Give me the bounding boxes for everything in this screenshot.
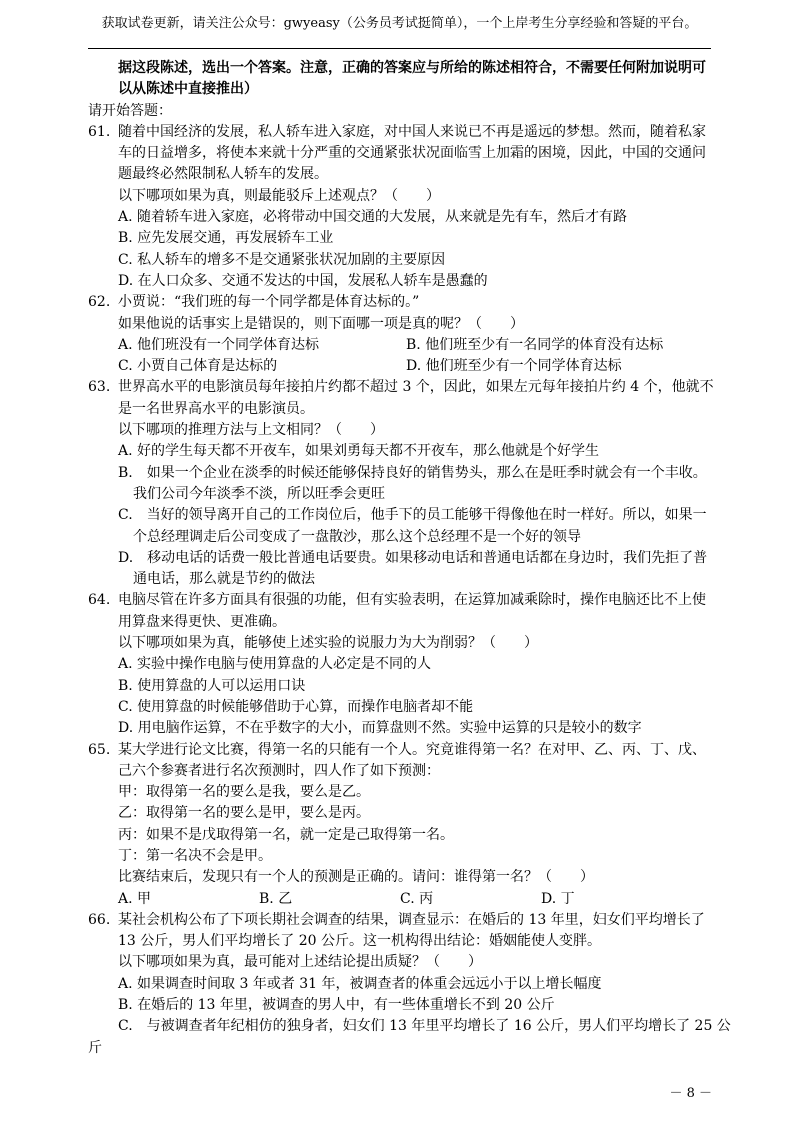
question-65-prediction-jia: 甲：取得第一名的要么是我，要么是乙。 — [118, 784, 370, 801]
question-63-stem-2: 是一名世界高水平的电影演员。 — [118, 400, 314, 417]
question-64-prompt: 以下哪项如果为真，能够使上述实验的说服力为大为削弱？（ ） — [118, 635, 538, 652]
question-64-option-a: A. 实验中操作电脑与使用算盘的人必定是不同的人 — [118, 656, 432, 673]
question-63-option-c-2: 个总经理调走后公司变成了一盘散沙，那么这个总经理不是一个好的领导 — [133, 528, 581, 545]
question-65-option-d: D. 丁 — [541, 890, 575, 907]
question-65-prediction-yi: 乙：取得第一名的要么是甲，要么是丙。 — [118, 805, 370, 822]
question-65-option-c: C. 丙 — [400, 890, 434, 907]
question-63-option-b-1: B. 如果一个企业在淡季的时候还能够保持良好的销售势头，那么在是旺季时就会有一个丰收。 — [118, 464, 707, 481]
question-62-option-c: C. 小贾自己体育是达标的 — [118, 358, 278, 375]
intro-line-2: 以从陈述中直接推出） — [118, 81, 258, 98]
question-63-stem-1: 63. 世界高水平的电影演员每年接拍片约都不超过 3 个，因此，如果左元每年接拍片约 4 个，他就不 — [88, 379, 714, 396]
intro-line-1: 据这段陈述，选出一个答案。注意，正确的答案应与所给的陈述相符合，不需要任何附加说明可 — [118, 60, 706, 76]
question-64-option-d: D. 用电脑作运算，不在乎数字的大小，而算盘则不然。实验中运算的只是较小的数字 — [118, 720, 642, 737]
page-content — [88, 58, 731, 1059]
start-label: 请开始答题： — [88, 102, 172, 119]
question-64-option-b: B. 使用算盘的人可以运用口诀 — [118, 677, 306, 694]
question-61-option-b: B. 应先发展交通，再发展轿车工业 — [118, 230, 334, 247]
question-66-option-a: A. 如果调查时间取 3 年或者 31 年，被调查者的体重会远远小于以上增长幅度 — [118, 975, 602, 992]
page-number: － 8 － — [669, 1086, 712, 1101]
question-61-option-c: C. 私人轿车的增多不是交通紧张状况加剧的主要原因 — [118, 251, 446, 268]
question-64-stem-2: 用算盘来得更快、更准确。 — [118, 613, 286, 630]
question-66-stem-1: 66. 某社会机构公布了下项长期社会调查的结果，调查显示：在婚后的 13 年里，妇女们平均增长了 — [88, 911, 705, 928]
question-61-option-d: D. 在人口众多、交通不发达的中国，发展私人轿车是愚蠢的 — [118, 272, 488, 289]
question-62-options-row-2 — [88, 356, 718, 377]
question-65-stem-2: 己六个参赛者进行名次预测时，四人作了如下预测： — [118, 762, 440, 779]
question-62-option-a: A. 他们班没有一个同学体育达标 — [118, 336, 320, 353]
question-66-option-b: B. 在婚后的 13 年里，被调查的男人中，有一些体重增长不到 20 公斤 — [118, 997, 555, 1014]
question-65-prompt: 比赛结束后，发现只有一个人的预测是正确的。请问：谁得第一名？（ ） — [118, 869, 594, 886]
question-63-option-a: A. 好的学生每天都不开夜车，如果刘勇每天都不开夜车，那么他就是个好学生 — [118, 443, 600, 460]
question-63-prompt: 以下哪项的推理方法与上文相同？（ ） — [118, 422, 384, 439]
question-61-prompt: 以下哪项如果为真，则最能驳斥上述观点？（ ） — [118, 187, 440, 204]
question-62-prompt: 如果他说的话事实上是错误的，则下面哪一项是真的呢？（ ） — [118, 315, 524, 332]
question-65-prediction-ding: 丁：第一名决不会是甲。 — [118, 847, 272, 864]
question-66-prompt: 以下哪项如果为真，最可能对上述结论提出质疑？（ ） — [118, 954, 482, 971]
question-64-stem-1: 64. 电脑尽管在许多方面具有很强的功能，但有实验表明，在运算加减乘除时，操作电脑还比不上使 — [88, 592, 706, 609]
question-62-options-row-1 — [88, 335, 718, 356]
question-61-option-a: A. 随着轿车进入家庭，必将带动中国交通的大发展，从来就是先有车，然后才有路 — [118, 209, 628, 226]
question-62-option-d: D. 他们班至少有一个同学体育达标 — [406, 358, 622, 375]
question-66-option-c-2: 斤 — [88, 1039, 102, 1056]
question-63-option-d-2: 通电话，那么就是节约的做法 — [133, 571, 315, 588]
page-header: 获取试卷更新，请关注公众号：gwyeasy（公务员考试挺简单），一个上岸考生分享经验和答疑的平台。 — [88, 0, 711, 49]
question-61-stem-3: 题最终必然限制私人轿车的发展。 — [118, 166, 328, 183]
question-62-stem: 62. 小贾说：“我们班的每一个同学都是体育达标的。” — [88, 294, 420, 311]
question-66-option-c-1: C. 与被调查者年纪相仿的独身者，妇女们 13 年里平均增长了 16 公斤，男人们平均增长了 25 公 — [118, 1018, 731, 1035]
question-65-stem-1: 65. 某大学进行论文比赛，得第一名的只能有一个人。究竟谁得第一名？在对甲、乙、丙、丁、戊、 — [88, 741, 706, 758]
question-65-option-a: A. 甲 — [118, 890, 152, 907]
question-63-option-c-1: C. 当好的领导离开自己的工作岗位后，他手下的员工能够干得像他在时一样好。所以，如果一 — [118, 507, 707, 524]
question-63-option-b-2: 我们公司今年淡季不淡，所以旺季会更旺 — [133, 485, 385, 502]
question-65-prediction-bing: 丙：如果不是戊取得第一名，就一定是己取得第一名。 — [118, 826, 454, 843]
question-66-stem-2: 13 公斤，男人们平均增长了 20 公斤。这一机构得出结论：婚姻能使人变胖。 — [118, 933, 601, 950]
question-64-option-c: C. 使用算盘的时候能够借助于心算，而操作电脑者却不能 — [118, 698, 474, 715]
question-62-option-b: B. 他们班至少有一名同学的体育没有达标 — [406, 336, 664, 353]
question-63-option-d-1: D. 移动电话的话费一般比普通电话要贵。如果移动电话和普通电话都在身边时，我们先拒了普 — [118, 549, 708, 566]
question-61-stem-1: 61. 随着中国经济的发展，私人轿车进入家庭，对中国人来说已不再是遥远的梦想。然而，随着私家 — [88, 123, 706, 140]
question-61-stem-2: 车的日益增多，将使本来就十分严重的交通紧张状况面临雪上加霜的困境，因此，中国的交通问 — [118, 145, 706, 162]
question-65-options-row — [88, 889, 718, 910]
question-65-option-b: B. 乙 — [259, 890, 293, 907]
